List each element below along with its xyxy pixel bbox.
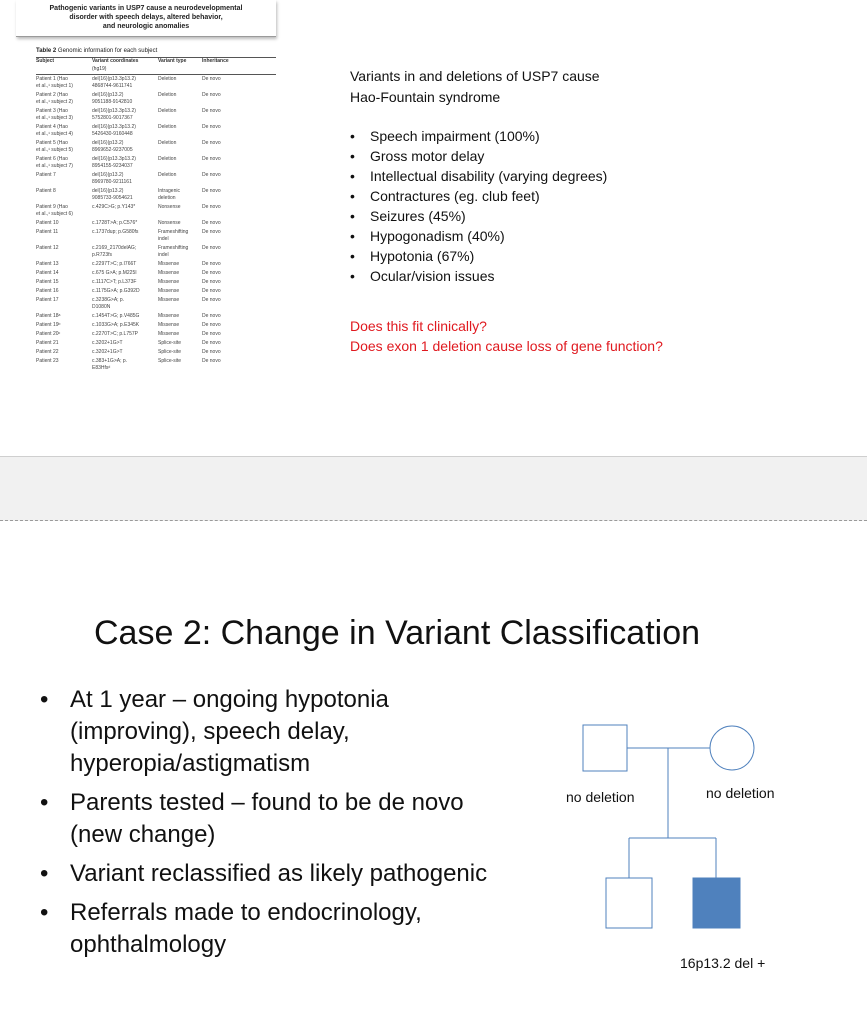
coordinates-cell: 8969780-9211161 — [92, 179, 132, 185]
coordinates-cell: c.1737dup; p.G580fs — [92, 229, 139, 235]
variant-type-cell: Deletion — [158, 76, 177, 82]
paper-title-line-2: disorder with speech delays, altered behavior, — [69, 14, 223, 21]
subject-cell: et al.,¹ subject 2) — [36, 99, 73, 105]
list-item: • Intellectual disability (varying degrees) — [350, 168, 608, 184]
inheritance-cell: De novo — [202, 349, 221, 355]
proband-label: 16p13.2 del + — [680, 955, 766, 971]
list-item: • At 1 year – ongoing hypotonia (improving), speech delay, hyperopia/astigmatism — [40, 686, 389, 777]
subject-cell: Patient 4 (Hao — [36, 124, 68, 130]
subject-cell: Patient 7 — [36, 172, 56, 178]
inheritance-cell: De novo — [202, 188, 221, 194]
coordinates-cell: 4868744-9611741 — [92, 83, 133, 89]
paper-title-line-3: and neurologic anomalies — [102, 23, 190, 30]
variant-type-cell: Frameshifting — [158, 245, 189, 251]
coordinates-cell: c.1728T>A; p.C576* — [92, 220, 138, 226]
feature-text: Speech impairment (100%) — [370, 128, 540, 144]
coordinates-cell: p.R723fs — [92, 252, 113, 258]
subject-cell: Patient 19ᵇ — [36, 322, 61, 328]
variant-type-cell: Nonsense — [158, 204, 181, 210]
inheritance-cell: De novo — [202, 331, 221, 337]
variant-type-cell: Missense — [158, 322, 180, 328]
coordinates-cell: c.1033G>A; p.E345K — [92, 322, 140, 328]
subject-cell: Patient 10 — [36, 220, 59, 226]
variant-type-cell: Deletion — [158, 172, 177, 178]
coordinates-cell: 5752801-9017367 — [92, 115, 133, 121]
variant-type-cell: Deletion — [158, 92, 177, 98]
table-caption-text: Genomic information for each subject — [57, 48, 158, 54]
table-caption — [36, 48, 157, 54]
slide-2-title: Case 2: Change in Variant Classification — [94, 614, 701, 652]
subject-cell: Patient 21 — [36, 340, 59, 346]
subject-cell: Patient 2 (Hao — [36, 92, 68, 98]
question-clinical-fit: Does this fit clinically? — [350, 318, 487, 334]
subject-cell: et al.,¹ subject 1) — [36, 83, 73, 89]
case-bullet-text: Referrals made to endocrinology, ophthalmology — [70, 899, 422, 958]
slide-1 — [0, 0, 867, 456]
coordinates-cell: D1080N — [92, 304, 111, 310]
unaffected-sibling-square-symbol — [606, 878, 652, 928]
coordinates-cell: del(16)(p13.2) — [92, 188, 124, 194]
inheritance-cell: De novo — [202, 108, 221, 114]
coordinates-cell: 8954155-9234037 — [92, 163, 133, 169]
header-variant-type: Variant type — [158, 58, 187, 64]
coordinates-cell: E83Hfsᵈ — [92, 365, 111, 371]
variant-type-cell: Missense — [158, 261, 180, 267]
coordinates-cell: del(16)(p13.3p13.2) — [92, 124, 136, 130]
subject-cell: Patient 14 — [36, 270, 59, 276]
subject-cell: Patient 11 — [36, 229, 59, 235]
case-bullet-text: Variant reclassified as likely pathogenic — [70, 860, 488, 887]
mother-circle-symbol — [710, 726, 754, 770]
slide-separator — [0, 520, 867, 521]
inheritance-cell: De novo — [202, 92, 221, 98]
coordinates-cell: 9085733-9054621 — [92, 195, 133, 201]
coordinates-cell: 9051188-9142810 — [92, 99, 133, 105]
list-item: • Gross motor delay — [350, 148, 485, 164]
subject-cell: Patient 9 (Hao — [36, 204, 68, 210]
inheritance-cell: De novo — [202, 140, 221, 146]
coordinates-cell: c.675 G>A; p.M225I — [92, 270, 137, 276]
coordinates-cell: del(16)(p13.3p13.2) — [92, 108, 136, 114]
feature-text: Ocular/vision issues — [370, 268, 495, 284]
feature-text: Hypotonia (67%) — [370, 248, 475, 264]
features-list — [350, 126, 607, 286]
father-label: no deletion — [566, 789, 635, 805]
inheritance-cell: De novo — [202, 358, 221, 364]
variant-type-cell: Intragenic — [158, 188, 180, 194]
subject-cell: et al.,¹ subject 7) — [36, 163, 73, 169]
variant-type-cell: Deletion — [158, 108, 177, 114]
pedigree-diagram — [540, 700, 867, 1000]
inheritance-cell: De novo — [202, 313, 221, 319]
coordinates-cell: c.429C>G; p.Y143* — [92, 204, 136, 210]
subject-cell: Patient 5 (Hao — [36, 140, 68, 146]
subject-cell: Patient 12 — [36, 245, 59, 251]
coordinates-cell: c.2169_2170delAG; — [92, 245, 137, 251]
inheritance-cell: De novo — [202, 172, 221, 178]
list-item: • Referrals made to endocrinology, ophthalmology — [40, 899, 422, 958]
inheritance-cell: De novo — [202, 76, 221, 82]
inheritance-cell: De novo — [202, 124, 221, 130]
inheritance-cell: De novo — [202, 229, 221, 235]
subject-cell: Patient 23 — [36, 358, 59, 364]
coordinates-cell: del(16)(p13.3p13.2) — [92, 76, 136, 82]
subject-cell: Patient 17 — [36, 297, 59, 303]
list-item: • Hypotonia (67%) — [350, 248, 475, 264]
variant-type-cell: Missense — [158, 270, 180, 276]
subject-cell: Patient 20ᶜ — [36, 331, 61, 337]
variant-type-cell: Nonsense — [158, 220, 181, 226]
table-top-rule — [36, 57, 276, 58]
heading-line-2: Hao-Fountain syndrome — [350, 89, 501, 105]
coordinates-cell: c.1454T>G; p.V485G — [92, 313, 140, 319]
header-variant-coordinates: Variant coordinates — [92, 58, 139, 64]
variant-type-cell: indel — [158, 236, 169, 242]
variant-type-cell: deletion — [158, 195, 176, 201]
variant-type-cell: Frameshifting — [158, 229, 189, 235]
paper-title-line-1: Pathogenic variants in USP7 cause a neurodevelopmental — [49, 5, 243, 12]
list-item: • Speech impairment (100%) — [350, 128, 540, 144]
feature-text: Seizures (45%) — [370, 208, 466, 224]
inheritance-cell: De novo — [202, 297, 221, 303]
subject-cell: Patient 15 — [36, 279, 59, 285]
coordinates-cell: del(16)(p13.3p13.2) — [92, 156, 136, 162]
inheritance-cell: De novo — [202, 245, 221, 251]
coordinates-cell: del(16)(p13.2) — [92, 172, 124, 178]
table-caption-number: Table 2 — [36, 48, 57, 54]
coordinates-cell: c.1175G>A; p.G392D — [92, 288, 140, 294]
inheritance-cell: De novo — [202, 340, 221, 346]
inheritance-cell: De novo — [202, 322, 221, 328]
genomic-information-table — [30, 46, 276, 456]
pedigree-connectors — [627, 748, 716, 878]
coordinates-cell: 5426430-9160448 — [92, 131, 133, 137]
case-bullet-text: Parents tested – found to be de novo (new change) — [70, 789, 464, 848]
variant-type-cell: Splice-site — [158, 358, 182, 364]
inheritance-cell: De novo — [202, 288, 221, 294]
header-subject: Subject — [36, 58, 55, 64]
inheritance-cell: De novo — [202, 204, 221, 210]
case-2-bullet-list — [40, 684, 510, 968]
list-item: • Parents tested – found to be de novo (new change) — [40, 789, 464, 848]
subject-cell: Patient 8 — [36, 188, 56, 194]
coordinates-cell: del(16)(p13.2) — [92, 140, 124, 146]
subject-cell: et al.,¹ subject 6) — [36, 211, 73, 217]
subject-cell: et al.,¹ subject 5) — [36, 147, 73, 153]
table-header-rule — [36, 74, 276, 75]
variant-type-cell: Deletion — [158, 124, 177, 130]
subject-cell: Patient 6 (Hao — [36, 156, 68, 162]
variant-type-cell: indel — [158, 252, 169, 258]
subject-cell: Patient 16 — [36, 288, 59, 294]
subject-cell: Patient 18ᵃ — [36, 313, 61, 319]
coordinates-cell: c.1117C>T; p.L373F — [92, 279, 137, 285]
inheritance-cell: De novo — [202, 220, 221, 226]
coordinates-cell: 8969652-9237005 — [92, 147, 133, 153]
list-item: • Contractures (eg. club feet) — [350, 188, 540, 204]
mother-label: no deletion — [706, 785, 775, 801]
slide-gap — [0, 456, 867, 521]
coordinates-cell: c.3238G>A; p. — [92, 297, 125, 303]
variant-type-cell: Deletion — [158, 156, 177, 162]
list-item: • Variant reclassified as likely pathogenic — [40, 860, 488, 887]
slide-1-heading — [350, 66, 600, 108]
coordinates-cell: c.383+1G>A; p. — [92, 358, 128, 364]
coordinates-cell: del(16)(p13.2) — [92, 92, 124, 98]
coordinates-cell: c.2297T>C; p.I766T — [92, 261, 137, 267]
feature-text: Intellectual disability (varying degrees) — [370, 168, 608, 184]
variant-type-cell: Missense — [158, 297, 180, 303]
heading-line-1: Variants in and deletions of USP7 cause — [350, 68, 600, 84]
coordinates-cell: c.2270T>C; p.L757P — [92, 331, 139, 337]
variant-type-cell: Missense — [158, 279, 180, 285]
subject-cell: Patient 1 (Hao — [36, 76, 68, 82]
question-exon-deletion: Does exon 1 deletion cause loss of gene function? — [350, 338, 663, 354]
variant-type-cell: Splice-site — [158, 349, 182, 355]
list-item: • Ocular/vision issues — [350, 268, 495, 284]
case-bullet-text: At 1 year – ongoing hypotonia (improving), speech delay, hyperopia/astigmatism — [70, 686, 389, 777]
father-square-symbol — [583, 725, 627, 771]
coordinates-cell: c.3202+1G>T — [92, 349, 123, 355]
subject-cell: Patient 3 (Hao — [36, 108, 68, 114]
variant-type-cell: Missense — [158, 288, 180, 294]
feature-text: Contractures (eg. club feet) — [370, 188, 540, 204]
variant-type-cell: Splice-site — [158, 340, 182, 346]
variant-type-cell: Missense — [158, 331, 180, 337]
list-item: • Seizures (45%) — [350, 208, 466, 224]
feature-text: Gross motor delay — [370, 148, 485, 164]
affected-proband-square-symbol — [693, 878, 740, 928]
feature-text: Hypogonadism (40%) — [370, 228, 505, 244]
subject-cell: Patient 22 — [36, 349, 59, 355]
header-inheritance: Inheritance — [202, 58, 229, 64]
subject-cell: et al.,¹ subject 3) — [36, 115, 73, 121]
inheritance-cell: De novo — [202, 156, 221, 162]
header-coordinates-build: (hg19) — [92, 66, 107, 72]
list-item: • Hypogonadism (40%) — [350, 228, 505, 244]
subject-cell: Patient 13 — [36, 261, 59, 267]
subject-cell: et al.,¹ subject 4) — [36, 131, 73, 137]
paper-title-clipping — [16, 0, 276, 37]
inheritance-cell: De novo — [202, 279, 221, 285]
variant-type-cell: Missense — [158, 313, 180, 319]
variant-type-cell: Deletion — [158, 140, 177, 146]
coordinates-cell: c.3202+1G>T — [92, 340, 123, 346]
inheritance-cell: De novo — [202, 270, 221, 276]
inheritance-cell: De novo — [202, 261, 221, 267]
